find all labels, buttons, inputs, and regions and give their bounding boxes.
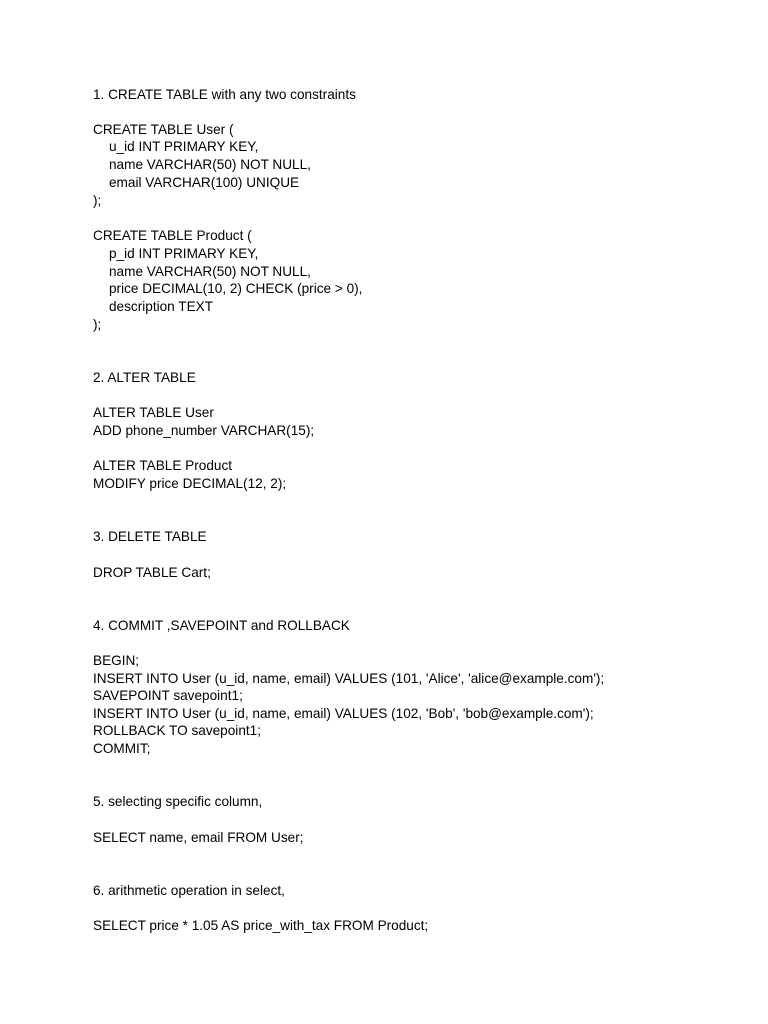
tx-line-6: COMMIT; xyxy=(93,741,151,756)
alter-line-4: MODIFY price DECIMAL(12, 2); xyxy=(93,476,287,491)
section-4-heading: 4. COMMIT ,SAVEPOINT and ROLLBACK xyxy=(93,618,350,633)
alter-line-1: ALTER TABLE User xyxy=(93,405,214,420)
product-col-3: price DECIMAL(10, 2) CHECK (price > 0), xyxy=(109,281,363,296)
user-col-2: name VARCHAR(50) NOT NULL, xyxy=(109,157,311,172)
section-1-heading: 1. CREATE TABLE with any two constraints xyxy=(93,87,356,102)
user-col-3: email VARCHAR(100) UNIQUE xyxy=(109,175,300,190)
section-2-heading: 2. ALTER TABLE xyxy=(93,370,196,385)
arith-select-line: SELECT price * 1.05 AS price_with_tax FROM Product; xyxy=(93,918,429,933)
tx-line-2: INSERT INTO User (u_id, name, email) VALUES (101, 'Alice', 'alice@example.com'); xyxy=(93,671,605,686)
select-line: SELECT name, email FROM User; xyxy=(93,830,304,845)
create-user-close: ); xyxy=(93,193,102,208)
product-col-2: name VARCHAR(50) NOT NULL, xyxy=(109,264,311,279)
section-5-heading: 5. selecting specific column, xyxy=(93,794,263,809)
section-6-heading: 6. arithmetic operation in select, xyxy=(93,883,285,898)
drop-line: DROP TABLE Cart; xyxy=(93,565,211,580)
product-col-4: description TEXT xyxy=(109,299,214,314)
create-product-close: ); xyxy=(93,317,102,332)
tx-line-5: ROLLBACK TO savepoint1; xyxy=(93,723,261,738)
alter-line-2: ADD phone_number VARCHAR(15); xyxy=(93,423,315,438)
tx-line-1: BEGIN; xyxy=(93,653,140,668)
tx-line-3: SAVEPOINT savepoint1; xyxy=(93,688,243,703)
product-col-1: p_id INT PRIMARY KEY, xyxy=(109,246,259,261)
create-product-open: CREATE TABLE Product ( xyxy=(93,228,252,243)
user-col-1: u_id INT PRIMARY KEY, xyxy=(109,139,259,154)
alter-line-3: ALTER TABLE Product xyxy=(93,458,233,473)
section-3-heading: 3. DELETE TABLE xyxy=(93,529,207,544)
create-user-open: CREATE TABLE User ( xyxy=(93,122,234,137)
tx-line-4: INSERT INTO User (u_id, name, email) VALUES (102, 'Bob', 'bob@example.com'); xyxy=(93,706,594,721)
